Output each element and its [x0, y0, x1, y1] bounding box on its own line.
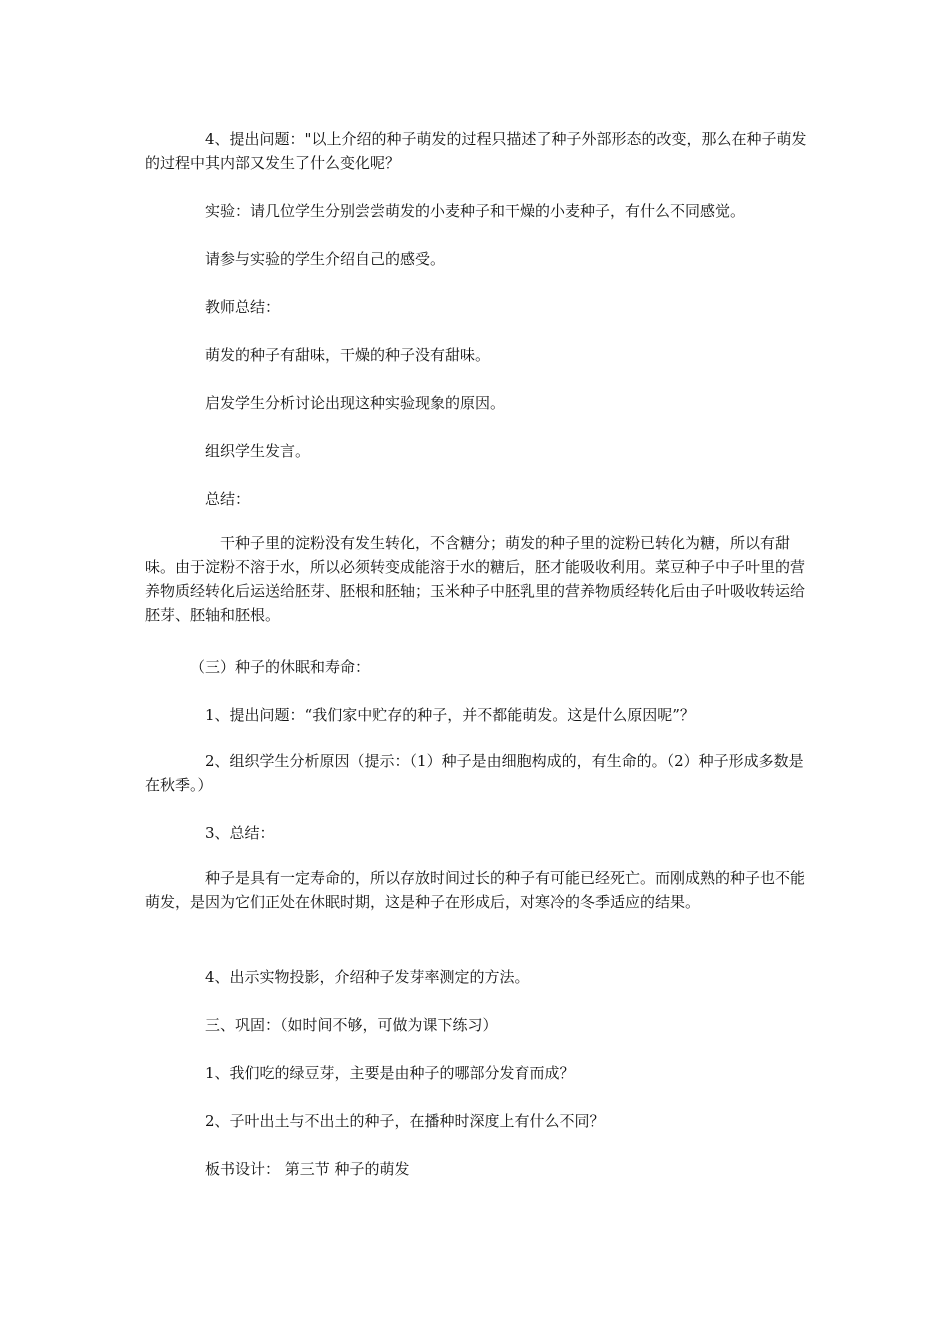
paragraph-students-share: 请参与实验的学生介绍自己的感受。	[205, 250, 446, 268]
blackboard-design: 板书设计： 第三节 种子的萌发	[205, 1160, 410, 1178]
paragraph-seed-lifespan: 种子是具有一定寿命的，所以存放时间过长的种子有可能已经死亡。而刚成熟的种子也不能萌发，是因为它们正处在休眠时期，这是种子在形成后，对寒冷的冬季适应的结果。	[145, 869, 806, 911]
paragraph-summary-heading: 总结：	[205, 490, 251, 508]
paragraph-question-internal-change: 4、提出问题："以上介绍的种子萌发的过程只描述了种子外部形态的改变，那么在种子萌发的过程中其内部又发生了什么变化呢？	[145, 130, 807, 172]
paragraph-sweet-taste: 萌发的种子有甜味，干燥的种子没有甜味。	[205, 346, 491, 364]
paragraph-question-storage: 1、提出问题：“我们家中贮存的种子，并不都能萌发。这是什么原因呢”？	[205, 706, 695, 724]
exercise-question-1: 1、我们吃的绿豆芽，主要是由种子的哪部分发育而成？	[205, 1064, 575, 1082]
paragraph-analysis-hints: 2、组织学生分析原因（提示：（1）种子是由细胞构成的，有生命的。（2）种子形成多数是在秋季。）	[145, 752, 804, 794]
paragraph-summary-3: 3、总结：	[205, 824, 275, 842]
paragraph-students-speak: 组织学生发言。	[205, 442, 311, 460]
paragraph-experiment: 实验：请几位学生分别尝尝萌发的小麦种子和干燥的小麦种子，有什么不同感觉。	[205, 202, 746, 220]
paragraph-germination-rate: 4、出示实物投影，介绍种子发芽率测定的方法。	[205, 968, 530, 986]
exercise-question-2: 2、子叶出土与不出土的种子，在播种时深度上有什么不同？	[205, 1112, 605, 1130]
paragraph-discuss-cause: 启发学生分析讨论出现这种实验现象的原因。	[205, 394, 506, 412]
paragraph-starch-conversion: 干种子里的淀粉没有发生转化，不含糖分；萌发的种子里的淀粉已转化为糖，所以有甜味。由于淀粉不溶于水，所以必须转变成能溶于水的糖后，胚才能吸收利用。菜豆种子中子叶里的营养物质经转化后运送给胚芽、胚根和胚轴；玉米种子中胚乳里的营养物质经转化后由子叶吸收转运给胚芽、胚轴和胚根。	[145, 534, 806, 624]
paragraph-teacher-summary-heading: 教师总结：	[205, 298, 281, 316]
section-heading-dormancy: （三）种子的休眠和寿命：	[190, 658, 371, 676]
section-heading-consolidation: 三、巩固：（如时间不够，可做为课下练习）	[205, 1016, 498, 1034]
